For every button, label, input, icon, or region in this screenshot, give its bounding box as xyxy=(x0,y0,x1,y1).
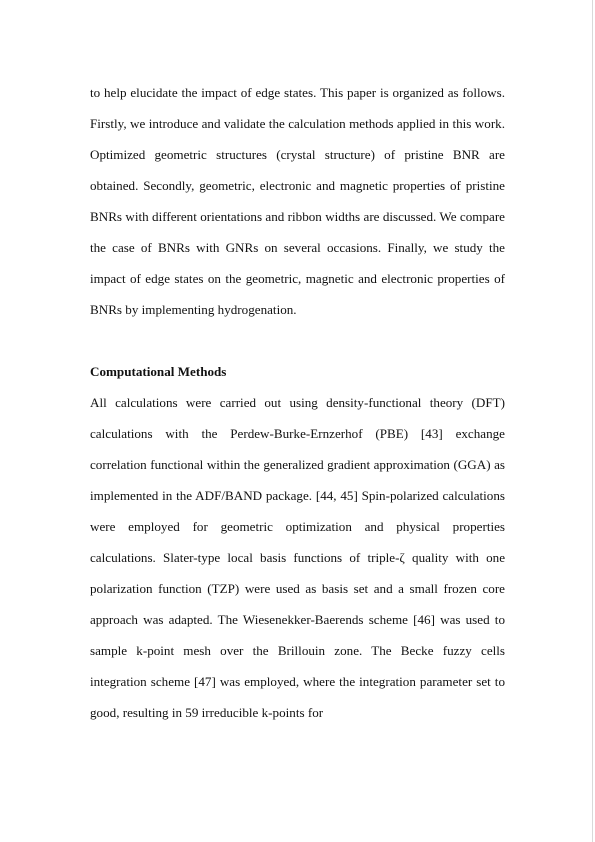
section-heading-computational-methods: Computational Methods xyxy=(90,364,227,379)
methods-paragraph: All calculations were carried out using density-functional theory (DFT) calculations with the Perdew-Burke-Ernzerhof (PBE) [43] exchange correlation functional within the generalized gradient approximation (GGA) as implemented in the ADF/BAND package. [44, 45] Spin-polarized calculations were employed for geometric optimization and physical properties calculations. Slater-type local basis functions of triple-ζ quality with one polarization function (TZP) were used as basis set and a small frozen core approach was adapted. The Wiesenekker-Baerends scheme [46] was used to sample k-point mesh over the Brillouin zone. The Becke fuzzy cells integration scheme [47] was employed, where the integration parameter set to good, resulting in 59 irreducible k-points for xyxy=(90,395,505,720)
text-column xyxy=(90,77,505,728)
paragraph-spacer xyxy=(90,325,505,356)
intro-paragraph-continuation: to help elucidate the impact of edge states. This paper is organized as follows. Firstly, we introduce and validate the calculation methods applied in this work. Optimized geometric structures (crystal structure) of pristine BNR are obtained. Secondly, geometric, electronic and magnetic properties of pristine BNRs with different orientations and ribbon widths are discussed. We compare the case of BNRs with GNRs on several occasions. Finally, we study the impact of edge states on the geometric, magnetic and electronic properties of BNRs by implementing hydrogenation. xyxy=(90,85,505,317)
